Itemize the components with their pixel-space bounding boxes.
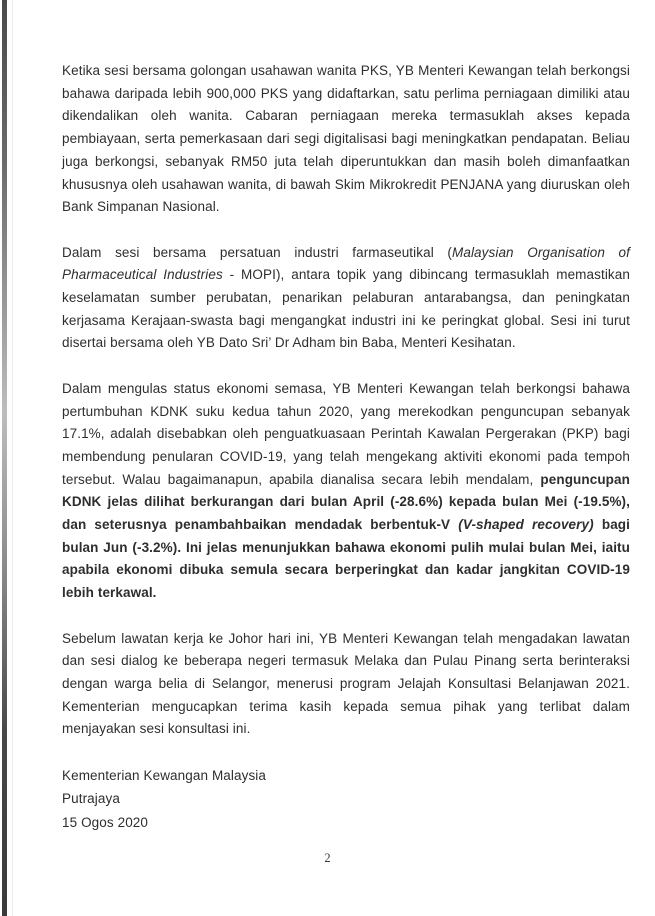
body-text: Sebelum lawatan kerja ke Johor hari ini, YB Menteri Kewangan telah mengadakan lawatan dan sesi dialog ke beberapa negeri termasuk Melaka dan Pulau Pinang serta berinteraksi dengan warga belia di Selangor, menerusi program Jelajah Konsultasi Belanjawan 2021. Kementerian mengucapkan terima kasih kepada semua pihak yang terlibat dalam menjayakan sesi konsultasi ini. (62, 630, 630, 737)
signoff-organisation: Kementerian Kewangan Malaysia (62, 767, 267, 783)
document-page (62, 60, 630, 834)
body-text: - MOPI), antara topik yang dibincang termasuklah memastikan keselamatan sumber perubatan, penarikan pelaburan antarabangsa, dan peningkatan kerjasama Kerajaan-swasta bagi mengangkat industri ini ke peringkat global. Sesi ini turut disertai bersama oleh YB Dato Sri’ Dr Adham bin Baba, Menteri Kesihatan. (62, 267, 630, 351)
body-text: Ketika sesi bersama golongan usahawan wanita PKS, YB Menteri Kewangan telah berkongsi bahawa daripada lebih 900,000 PKS yang didaftarkan, satu perlima perniagaan dimiliki atau dikendalikan oleh wanita. Cabaran perniagaan mereka termasuklah akses kepada pembiayaan, serta pemerkasaan dari segi digitalisasi bagi meningkatkan pendapatan. Beliau juga berkongsi, sebanyak RM50 juta telah diperuntukkan dan masih boleh dimanfaatkan khususnya oleh usahawan wanita, di bawah Skim Mikrokredit PENJANA yang diuruskan oleh Bank Simpanan Nasional. (62, 63, 630, 215)
paragraph-women-sme (62, 60, 630, 219)
body-text-bold-italic: (V-shaped recovery) (458, 517, 594, 533)
scan-edge-artifact (2, 0, 7, 916)
body-text: Dalam mengulas status ekonomi semasa, YB Menteri Kewangan telah berkongsi bahawa pertumbuhan KDNK suku kedua tahun 2020, yang merekodkan penguncupan sebanyak 17.1%, adalah disebabkan oleh penguatkuasaan Perintah Kawalan Pergerakan (PKP) bagi membendung penularan COVID-19, yang telah mengekang aktiviti ekonomi pada tempoh tersebut. Walau bagaimanapun, apabila dianalisa secara lebih mendalam, (62, 380, 630, 487)
paragraph-pharma-session (62, 242, 630, 356)
paragraph-budget-tour (62, 628, 630, 742)
signoff-place: Putrajaya (62, 791, 120, 807)
page-fold-line (12, 0, 13, 916)
body-text-bold: bagi bulan Jun (-3.2%). Ini jelas menunjukkan bahawa ekonomi pulih mulai bulan Mei, iaitu apabila ekonomi dibuka semula secara berperingkat dan kadar jangkitan COVID-19 lebih terkawal. (62, 517, 630, 601)
paragraph-economy-status (62, 378, 630, 605)
body-text-italic: Malaysian Organisation of Pharmaceutical Industries (62, 244, 630, 283)
body-text-bold: penguncupan KDNK jelas dilihat berkurangan dari bulan April (-28.6%) kepada bulan Mei (-19.5%), dan seterusnya penambahbaikan mendadak berbentuk-V (62, 471, 630, 533)
signoff-date: 15 Ogos 2020 (62, 814, 149, 830)
page-number: 2 (324, 851, 331, 865)
signature-block (62, 764, 630, 835)
body-text: Dalam sesi bersama persatuan industri farmaseutikal ( (62, 244, 452, 260)
